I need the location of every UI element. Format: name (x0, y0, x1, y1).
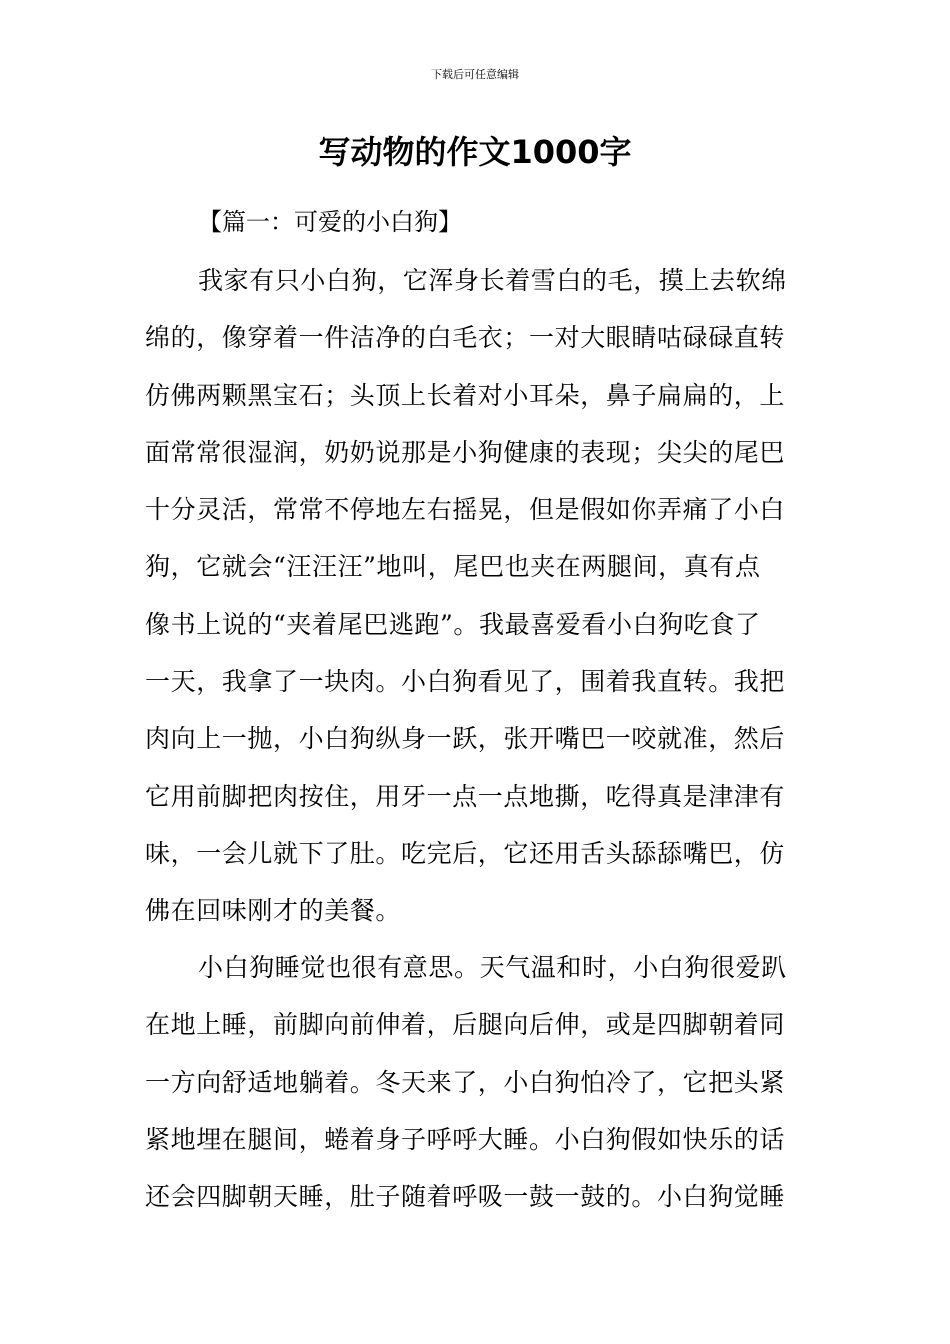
paragraph-line: 面常常很湿润，奶奶说那是小狗健康的表现；尖尖的尾巴 (145, 437, 786, 467)
paragraph-line: 一天，我拿了一块肉。小白狗看见了，围着我直转。我把 (145, 667, 786, 697)
paragraph-line: 一方向舒适地躺着。冬天来了，小白狗怕冷了，它把头紧 (145, 1067, 786, 1097)
paragraph-line: 像书上说的“夹着尾巴逃跑”。我最喜爱看小白狗吃食了 (145, 609, 761, 639)
paragraph-line: 绵的，像穿着一件洁净的白毛衣；一对大眼睛咕碌碌直转 (145, 323, 786, 353)
paragraph-line: 味，一会儿就下了肚。吃完后，它还用舌头舔舔嘴巴，仿 (145, 838, 786, 868)
document-title: 写动物的作文1000字 (318, 133, 632, 171)
paragraph-line: 十分灵活，常常不停地左右摇晃，但是假如你弄痛了小白 (145, 495, 786, 525)
paragraph-line: 在地上睡，前脚向前伸着，后腿向后伸，或是四脚朝着同 (145, 1010, 786, 1040)
section-heading: 【篇一：可爱的小白狗】 (198, 208, 462, 236)
paragraph-line: 我家有只小白狗，它浑身长着雪白的毛，摸上去软绵 (198, 266, 787, 295)
paragraph-line: 小白狗睡觉也很有意思。天气温和时，小白狗很爱趴 (198, 953, 787, 982)
paragraph-2 (145, 950, 815, 1236)
paragraph-line: 佛在回味刚才的美餐。 (145, 896, 402, 926)
paragraph-line: 仿佛两颗黑宝石；头顶上长着对小耳朵，鼻子扁扁的，上 (145, 380, 786, 410)
paragraph-line: 紧地埋在腿间，蜷着身子呼呼大睡。小白狗假如快乐的话 (145, 1124, 786, 1154)
paragraph-line: 还会四脚朝天睡，肚子随着呼吸一鼓一鼓的。小白狗觉睡 (145, 1182, 786, 1212)
paragraph-line: 狗，它就会“汪汪汪”地叫，尾巴也夹在两腿间，真有点 (145, 552, 761, 582)
paragraph-1 (145, 263, 815, 951)
paragraph-line: 它用前脚把肉按住，用牙一点一点地撕，吃得真是津津有 (145, 781, 786, 811)
header-note: 下载后可任意编辑 (431, 68, 519, 81)
paragraph-line: 肉向上一抛，小白狗纵身一跃，张开嘴巴一咬就准，然后 (145, 724, 786, 754)
